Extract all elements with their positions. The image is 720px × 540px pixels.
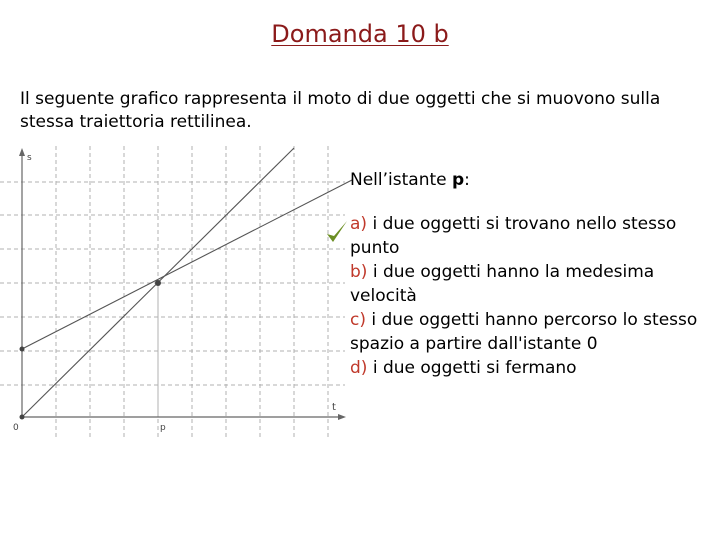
stem-suffix: : bbox=[464, 170, 470, 190]
stem-prefix: Nell’istante bbox=[350, 170, 452, 190]
option-letter: c) bbox=[350, 310, 366, 330]
p-label: p bbox=[160, 423, 166, 433]
intercept-point bbox=[20, 347, 25, 352]
intersection-point bbox=[155, 280, 161, 286]
option-d[interactable] bbox=[350, 356, 715, 380]
option-text: i due oggetti hanno percorso lo stesso spazio a partire dall'istante 0 bbox=[350, 310, 698, 354]
option-letter: a) bbox=[350, 214, 368, 234]
motion-graph bbox=[0, 140, 360, 440]
option-text: i due oggetti hanno la medesima velocità bbox=[350, 262, 655, 306]
y-axis-arrow bbox=[19, 148, 25, 156]
question-block bbox=[350, 168, 715, 380]
option-c[interactable] bbox=[350, 308, 715, 356]
x-axis-label: t bbox=[332, 402, 336, 413]
origin-label: 0 bbox=[13, 423, 19, 433]
option-text: i due oggetti si trovano nello stesso punto bbox=[350, 214, 677, 258]
axes bbox=[19, 148, 346, 420]
option-letter: b) bbox=[350, 262, 368, 282]
origin-point bbox=[20, 415, 25, 420]
grid bbox=[0, 146, 345, 438]
stem-instant: p bbox=[452, 170, 465, 190]
checkmark-icon bbox=[324, 218, 350, 246]
object-b-line bbox=[22, 180, 352, 349]
option-b[interactable] bbox=[350, 260, 715, 308]
x-axis-arrow bbox=[338, 414, 346, 420]
option-text: i due oggetti si fermano bbox=[367, 358, 577, 378]
option-letter: d) bbox=[350, 358, 368, 378]
option-a[interactable] bbox=[350, 212, 715, 260]
question-stem bbox=[350, 168, 715, 192]
page-title: Domanda 10 b bbox=[271, 20, 449, 48]
y-axis-label: s bbox=[27, 153, 32, 163]
intro-text: Il seguente grafico rappresenta il moto di due oggetti che si muovono sulla stessa traiettoria rettilinea. bbox=[20, 89, 661, 132]
